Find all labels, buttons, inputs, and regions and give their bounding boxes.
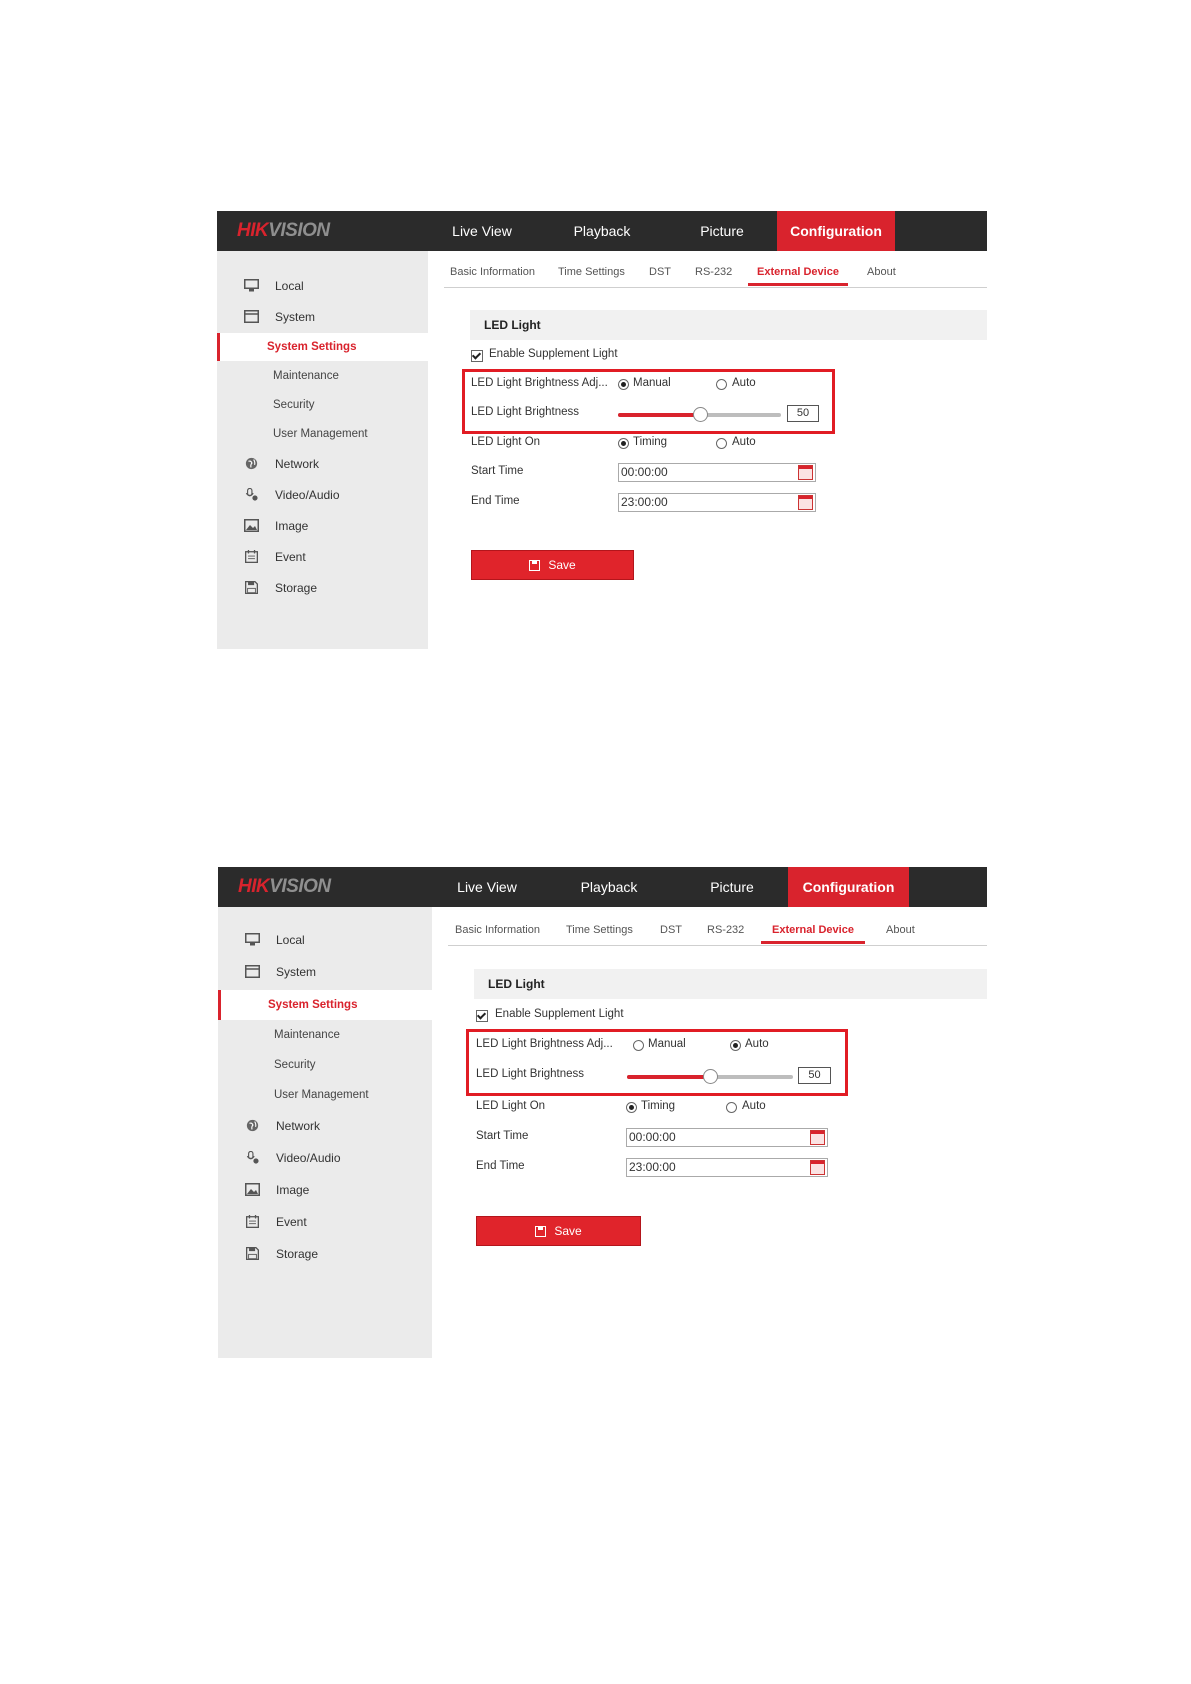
tab-dst[interactable]: DST	[660, 924, 682, 936]
floppy-disk-icon	[244, 581, 259, 594]
sidebar-item-image[interactable]: Image	[218, 1175, 432, 1205]
sidebar-item-system-settings[interactable]: System Settings	[217, 333, 428, 361]
tab-rs-232[interactable]: RS-232	[707, 924, 745, 936]
sidebar-item-video-audio[interactable]: Video/Audio	[218, 1143, 432, 1173]
nav-configuration[interactable]: Configuration	[777, 211, 895, 251]
sidebar-item-local[interactable]: Local	[218, 925, 432, 955]
floppy-disk-icon	[245, 1247, 260, 1260]
window-icon	[244, 310, 259, 323]
adj-auto-label: Auto	[732, 377, 756, 389]
calendar-icon[interactable]	[798, 495, 813, 510]
globe-icon	[244, 457, 259, 470]
tab-time-settings[interactable]: Time Settings	[566, 924, 633, 936]
section-led-light: LED Light	[474, 969, 987, 999]
nav-live-view[interactable]: Live View	[452, 223, 512, 239]
sidebar-item-storage[interactable]: Storage	[217, 573, 428, 603]
microphone-camera-icon	[245, 1151, 260, 1164]
start-time-label: Start Time	[476, 1130, 529, 1142]
start-time-input[interactable]	[626, 1128, 828, 1147]
tab-bar	[444, 257, 987, 288]
sidebar-item-video-audio[interactable]: Video/Audio	[217, 480, 428, 510]
screenshot-auto	[218, 867, 987, 1358]
end-time-value: 23:00:00	[621, 495, 668, 509]
sidebar-item-network[interactable]: Network	[217, 449, 428, 479]
save-icon	[529, 560, 540, 571]
section-led-light: LED Light	[470, 310, 987, 340]
start-time-label: Start Time	[471, 465, 524, 477]
brightness-adjustment-label: LED Light Brightness Adj...	[471, 377, 608, 389]
start-time-input[interactable]	[618, 463, 816, 482]
sidebar	[218, 907, 432, 1358]
window-icon	[245, 965, 260, 978]
save-button[interactable]: Save	[471, 550, 634, 580]
sidebar-item-event[interactable]: Event	[218, 1207, 432, 1237]
light-on-timing-radio[interactable]	[618, 438, 629, 449]
enable-supplement-light-checkbox[interactable]	[476, 1010, 488, 1022]
led-light-on-label: LED Light On	[476, 1100, 546, 1112]
top-navigation-bar	[218, 867, 987, 907]
end-time-input[interactable]	[618, 493, 816, 512]
light-on-timing-label: Timing	[641, 1100, 676, 1112]
end-time-label: End Time	[471, 495, 520, 507]
nav-picture[interactable]: Picture	[700, 223, 744, 239]
hikvision-logo: HIKVISION	[238, 876, 331, 897]
calendar-icon[interactable]	[798, 465, 813, 480]
sidebar-item-system[interactable]: System	[218, 957, 432, 987]
top-navigation-bar	[217, 211, 987, 251]
brightness-label: LED Light Brightness	[471, 406, 580, 418]
brightness-adjustment-label: LED Light Brightness Adj...	[476, 1038, 613, 1050]
enable-supplement-light-label: Enable Supplement Light	[495, 1008, 624, 1020]
light-on-timing-radio[interactable]	[626, 1102, 637, 1113]
start-time-value: 00:00:00	[629, 1130, 676, 1144]
brightness-value-input[interactable]: 50	[787, 405, 819, 422]
screenshot-manual	[217, 211, 987, 649]
tab-bar	[448, 915, 987, 946]
image-icon	[244, 519, 259, 532]
highlight-box	[466, 1029, 848, 1096]
sidebar-item-network[interactable]: Network	[218, 1111, 432, 1141]
sidebar-item-event[interactable]: Event	[217, 542, 428, 572]
sidebar-item-image[interactable]: Image	[217, 511, 428, 541]
light-on-auto-label: Auto	[732, 436, 756, 448]
sidebar-item-system[interactable]: System	[217, 302, 428, 332]
nav-live-view[interactable]: Live View	[457, 879, 517, 895]
monitor-icon	[245, 933, 260, 946]
calendar-icon[interactable]	[810, 1130, 825, 1145]
sidebar-item-maintenance[interactable]: Maintenance	[274, 1029, 340, 1041]
highlight-box	[462, 369, 835, 434]
brightness-label: LED Light Brightness	[476, 1068, 585, 1080]
save-button[interactable]: Save	[476, 1216, 641, 1246]
enable-supplement-light-label: Enable Supplement Light	[489, 348, 618, 360]
sidebar-item-user-management[interactable]: User Management	[274, 1089, 369, 1101]
light-on-timing-label: Timing	[633, 436, 668, 448]
nav-configuration[interactable]: Configuration	[788, 867, 909, 907]
tab-dst[interactable]: DST	[649, 266, 671, 278]
sidebar-item-system-settings[interactable]: System Settings	[218, 990, 432, 1020]
light-on-auto-radio[interactable]	[716, 438, 727, 449]
sidebar-item-security[interactable]: Security	[274, 1059, 316, 1071]
sidebar-item-user-management[interactable]: User Management	[273, 428, 368, 440]
tab-rs-232[interactable]: RS-232	[695, 266, 733, 278]
light-on-auto-radio[interactable]	[726, 1102, 737, 1113]
globe-icon	[245, 1119, 260, 1132]
adj-auto-label: Auto	[745, 1038, 769, 1050]
nav-playback[interactable]: Playback	[573, 223, 631, 239]
tab-time-settings[interactable]: Time Settings	[558, 266, 625, 278]
calendar-icon[interactable]	[810, 1160, 825, 1175]
nav-picture[interactable]: Picture	[710, 879, 754, 895]
image-icon	[245, 1183, 260, 1196]
tab-basic-information[interactable]: Basic Information	[455, 924, 540, 936]
tab-about[interactable]: About	[886, 924, 915, 936]
end-time-value: 23:00:00	[629, 1160, 676, 1174]
calendar-list-icon	[244, 550, 259, 563]
sidebar	[217, 251, 428, 649]
start-time-value: 00:00:00	[621, 465, 668, 479]
end-time-input[interactable]	[626, 1158, 828, 1177]
brightness-value-input[interactable]: 50	[798, 1067, 831, 1084]
tab-basic-information[interactable]: Basic Information	[450, 266, 535, 278]
enable-supplement-light-checkbox[interactable]	[471, 350, 483, 362]
led-light-on-label: LED Light On	[471, 436, 541, 448]
light-on-auto-label: Auto	[742, 1100, 766, 1112]
adj-manual-label: Manual	[633, 377, 671, 389]
tab-external-device[interactable]: External Device	[748, 257, 848, 286]
sidebar-item-security[interactable]: Security	[273, 399, 315, 411]
sidebar-item-maintenance[interactable]: Maintenance	[273, 370, 339, 382]
hikvision-logo: HIKVISION	[237, 220, 330, 241]
adj-manual-label: Manual	[648, 1038, 686, 1050]
save-icon	[535, 1226, 546, 1237]
sidebar-item-local[interactable]: Local	[217, 271, 428, 301]
end-time-label: End Time	[476, 1160, 525, 1172]
monitor-icon	[244, 279, 259, 292]
nav-playback[interactable]: Playback	[580, 879, 638, 895]
microphone-camera-icon	[244, 488, 259, 501]
sidebar-item-storage[interactable]: Storage	[218, 1239, 432, 1269]
tab-external-device[interactable]: External Device	[761, 915, 865, 944]
tab-about[interactable]: About	[867, 266, 896, 278]
calendar-list-icon	[245, 1215, 260, 1228]
